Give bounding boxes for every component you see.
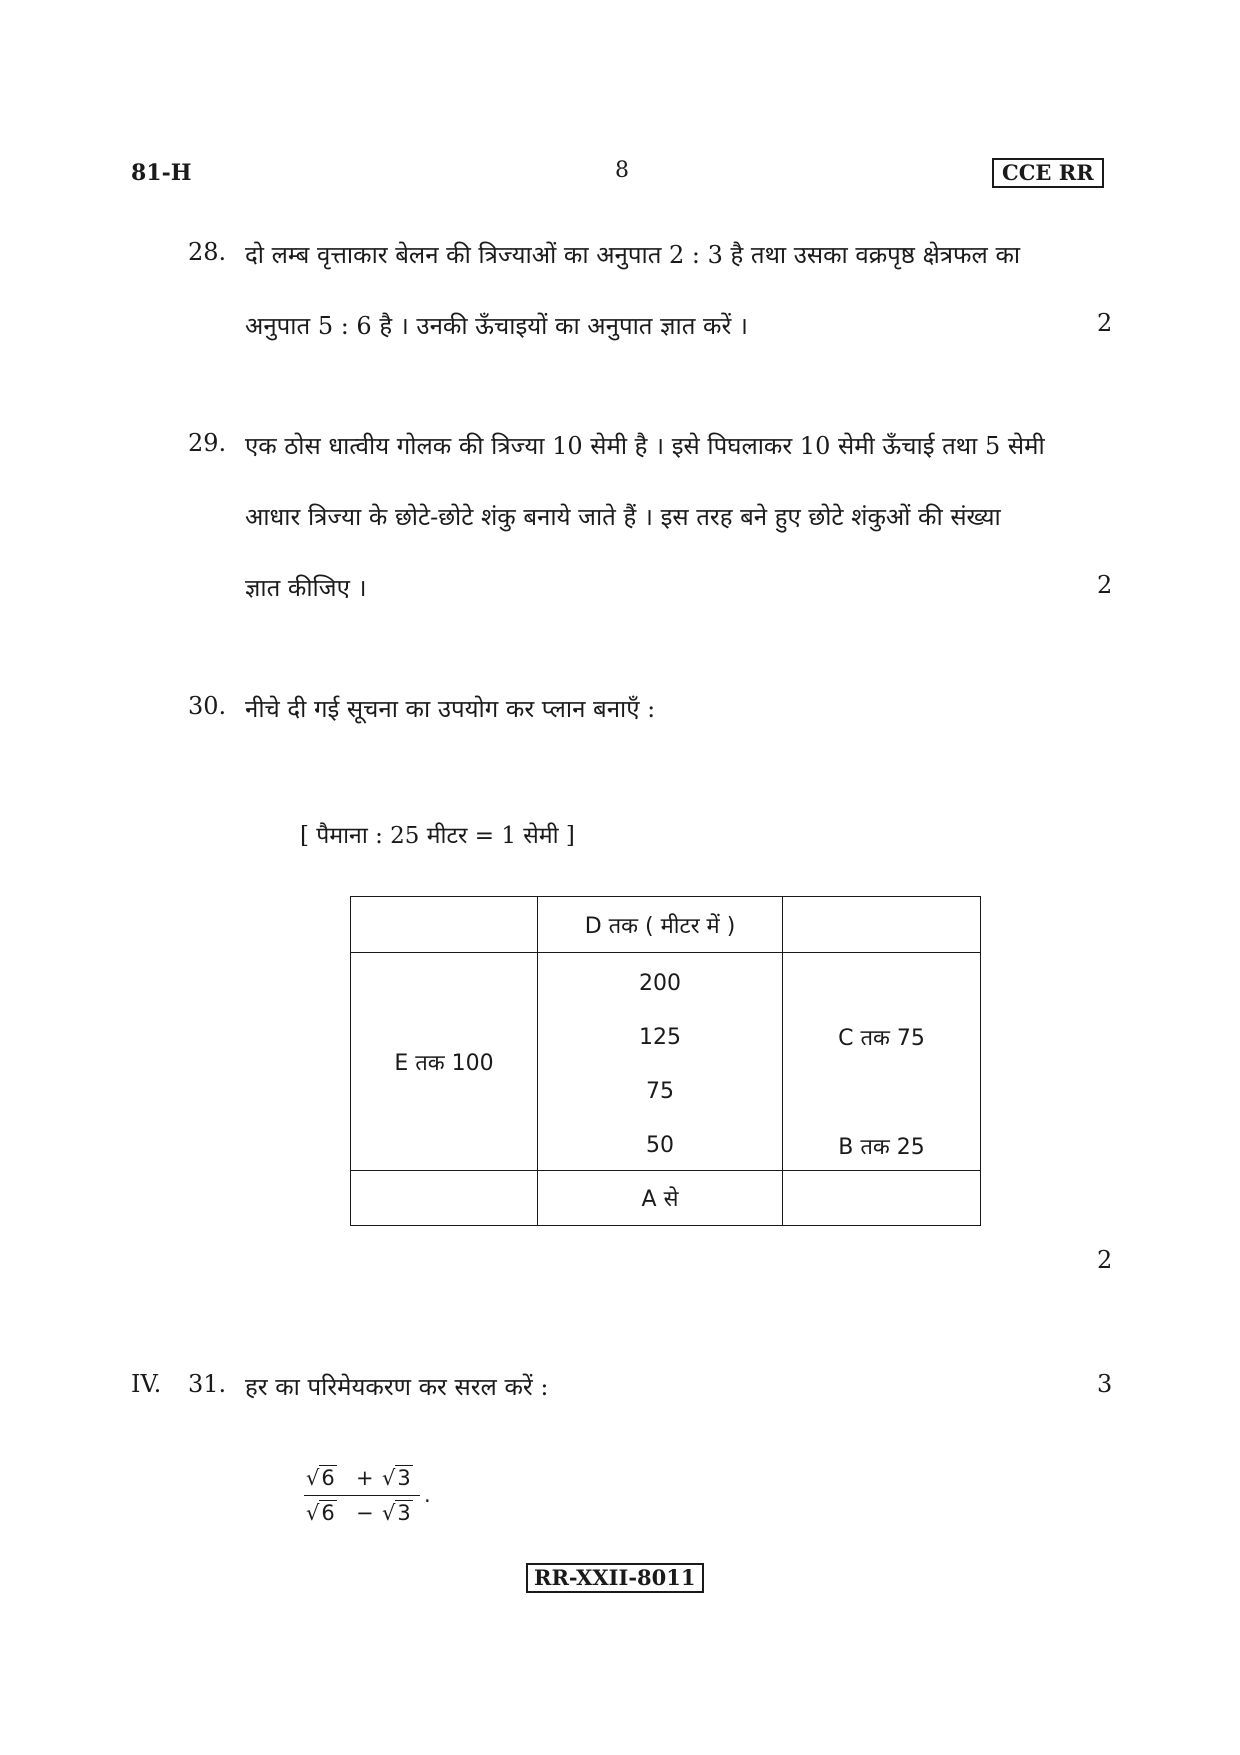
question-28-marks: 2: [1097, 309, 1113, 337]
table-footer-left: [351, 1171, 538, 1226]
question-28-line-2: अनुपात 5 : 6 है । उनकी ऊँचाइयों का अनुपात ज्ञात करें ।: [245, 312, 748, 340]
table-footer-mid: A से: [538, 1171, 783, 1226]
question-30-number: 30.: [188, 692, 227, 720]
table-header-mid: D तक ( मीटर में ): [538, 897, 783, 953]
numerator-term-b: √3: [382, 1466, 411, 1490]
question-29-marks: 2: [1097, 571, 1113, 599]
expression-end-dot: .: [424, 1483, 431, 1507]
question-31-number: 31.: [188, 1370, 227, 1398]
table-left-offset: E तक 100: [351, 953, 538, 1171]
question-29-line-1: एक ठोस धात्वीय गोलक की त्रिज्या 10 सेमी है । इसे पिघलाकर 10 सेमी ऊँचाई तथा 5 सेमी: [245, 432, 1045, 460]
table-header-right: [783, 897, 981, 953]
question-29-line-3: ज्ञात कीजिए ।: [245, 574, 367, 602]
scale-note: [ पैमाना : 25 मीटर = 1 सेमी ]: [300, 823, 575, 849]
offset-c: C तक 75: [838, 1026, 925, 1051]
distance-value: 50: [646, 1133, 674, 1158]
question-28-line-1: दो लम्ब वृत्ताकार बेलन की त्रिज्याओं का अनुपात 2 : 3 है तथा उसका वक्रपृष्ठ क्षेत्रफल का: [245, 241, 1021, 269]
denominator-term-a: √6: [306, 1501, 335, 1525]
question-31-marks: 3: [1097, 1370, 1113, 1398]
table-header-left: [351, 897, 538, 953]
survey-table: [350, 896, 981, 1226]
numerator-operator: +: [356, 1466, 374, 1490]
rationalise-expression: [304, 1466, 444, 1536]
exam-badge: CCE RR: [992, 158, 1104, 188]
paper-code: 81-H: [131, 160, 192, 186]
table-right-offsets: [783, 953, 981, 1171]
distance-value: 200: [639, 971, 681, 996]
fraction-bar: [304, 1495, 420, 1496]
question-31-line-1: हर का परिमेयकरण कर सरल करें :: [245, 1373, 549, 1401]
denominator-operator: −: [356, 1501, 374, 1525]
footer-code: RR-XXII-8011: [526, 1563, 704, 1593]
question-29-number: 29.: [188, 429, 227, 457]
table-mid-distances: [538, 953, 783, 1171]
distance-value: 75: [646, 1079, 674, 1104]
numerator-term-a: √6: [306, 1466, 335, 1490]
table-footer-right: [783, 1171, 981, 1226]
page-number: 8: [615, 158, 629, 183]
denominator-term-b: √3: [382, 1501, 411, 1525]
distance-value: 125: [639, 1025, 681, 1050]
section-iv-label: IV.: [131, 1370, 162, 1398]
question-30-line-1: नीचे दी गई सूचना का उपयोग कर प्लान बनाएँ :: [245, 695, 656, 723]
question-29-line-2: आधार त्रिज्या के छोटे-छोटे शंकु बनाये जाते हैं । इस तरह बने हुए छोटे शंकुओं की संख्या: [245, 503, 1001, 531]
question-28-number: 28.: [188, 238, 227, 266]
offset-b: B तक 25: [838, 1135, 925, 1160]
question-30-marks: 2: [1097, 1246, 1113, 1274]
